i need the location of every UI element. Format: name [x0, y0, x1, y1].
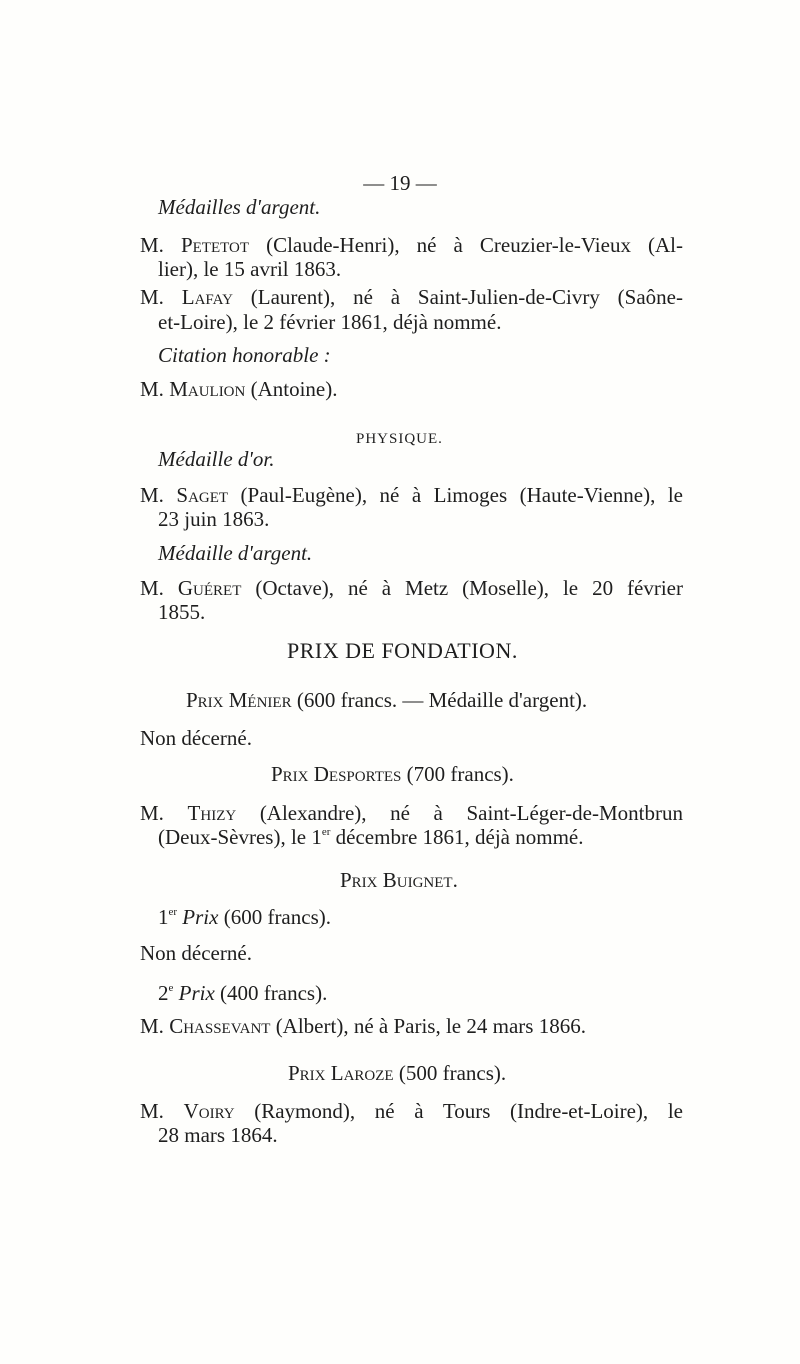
- person-name: Guéret: [177, 576, 242, 600]
- prize-name: Prix Buignet.: [340, 868, 458, 892]
- person-name: Saget: [176, 483, 229, 507]
- prize-name: Prix Laroze: [288, 1061, 394, 1085]
- prix-menier-result: Non décerné.: [140, 726, 252, 750]
- section-physique: PHYSIQUE.: [356, 431, 443, 447]
- prix-menier: Prix Ménier (600 francs. — Médaille d'argent).: [186, 688, 588, 712]
- person-name: Voiry: [183, 1099, 235, 1123]
- entry-voiry-line-2: 28 mars 1864.: [158, 1123, 278, 1147]
- person-name: Lafay: [181, 285, 233, 309]
- entry-saget-line-2: 23 juin 1863.: [158, 507, 270, 531]
- person-name: Maulion: [169, 377, 246, 401]
- entry-gueret-line-1: M. Guéret (Octave), né à Metz (Moselle), le 20 février: [140, 576, 683, 600]
- page-number: — 19 —: [363, 171, 437, 195]
- entry-petetot-line-2: lier), le 15 avril 1863.: [158, 257, 342, 281]
- entry-petetot-line-1: M. Petetot (Claude-Henri), né à Creuzier-le-Vieux (Al-: [140, 233, 683, 257]
- entry-gueret-line-2: 1855.: [158, 600, 206, 624]
- entry-thizy-line-1: M. Thizy (Alexandre), né à Saint-Léger-de-Montbrun: [140, 801, 683, 825]
- entry-lafay-line-2: et-Loire), le 2 février 1861, déjà nommé.: [158, 310, 502, 334]
- entry-maulion: M. Maulion (Antoine).: [140, 377, 338, 401]
- heading-medaille-or: Médaille d'or.: [158, 447, 275, 471]
- heading-citation-honorable: Citation honorable :: [158, 343, 331, 367]
- prix-laroze: Prix Laroze (500 francs).: [288, 1061, 507, 1085]
- entry-chassevant: M. Chassevant (Albert), né à Paris, le 24 mars 1866.: [140, 1014, 586, 1038]
- heading-medailles-argent: Médailles d'argent.: [158, 195, 321, 219]
- first-prix: 1er Prix (600 francs).: [158, 905, 331, 929]
- prix-desportes: Prix Desportes (700 francs).: [271, 762, 514, 786]
- heading-medaille-argent: Médaille d'argent.: [158, 541, 313, 565]
- second-prix: 2e Prix (400 francs).: [158, 981, 328, 1005]
- section-prix-de-fondation: PRIX DE FONDATION.: [287, 638, 518, 663]
- prize-name: Prix Desportes: [271, 762, 402, 786]
- entry-saget-line-1: M. Saget (Paul-Eugène), né à Limoges (Haute-Vienne), le: [140, 483, 683, 507]
- entry-lafay-line-1: M. Lafay (Laurent), né à Saint-Julien-de-Civry (Saône-: [140, 285, 683, 309]
- first-prix-result: Non décerné.: [140, 941, 252, 965]
- person-name: Petetot: [180, 233, 250, 257]
- entry-thizy-line-2: (Deux-Sèvres), le 1er décembre 1861, déjà nommé.: [158, 825, 584, 849]
- person-name: Chassevant: [169, 1014, 271, 1038]
- prize-name: Prix Ménier: [186, 688, 292, 712]
- prix-buignet: [340, 867, 800, 893]
- entry-voiry-line-1: M. Voiry (Raymond), né à Tours (Indre-et-Loire), le: [140, 1099, 683, 1123]
- person-name: Thizy: [187, 801, 237, 825]
